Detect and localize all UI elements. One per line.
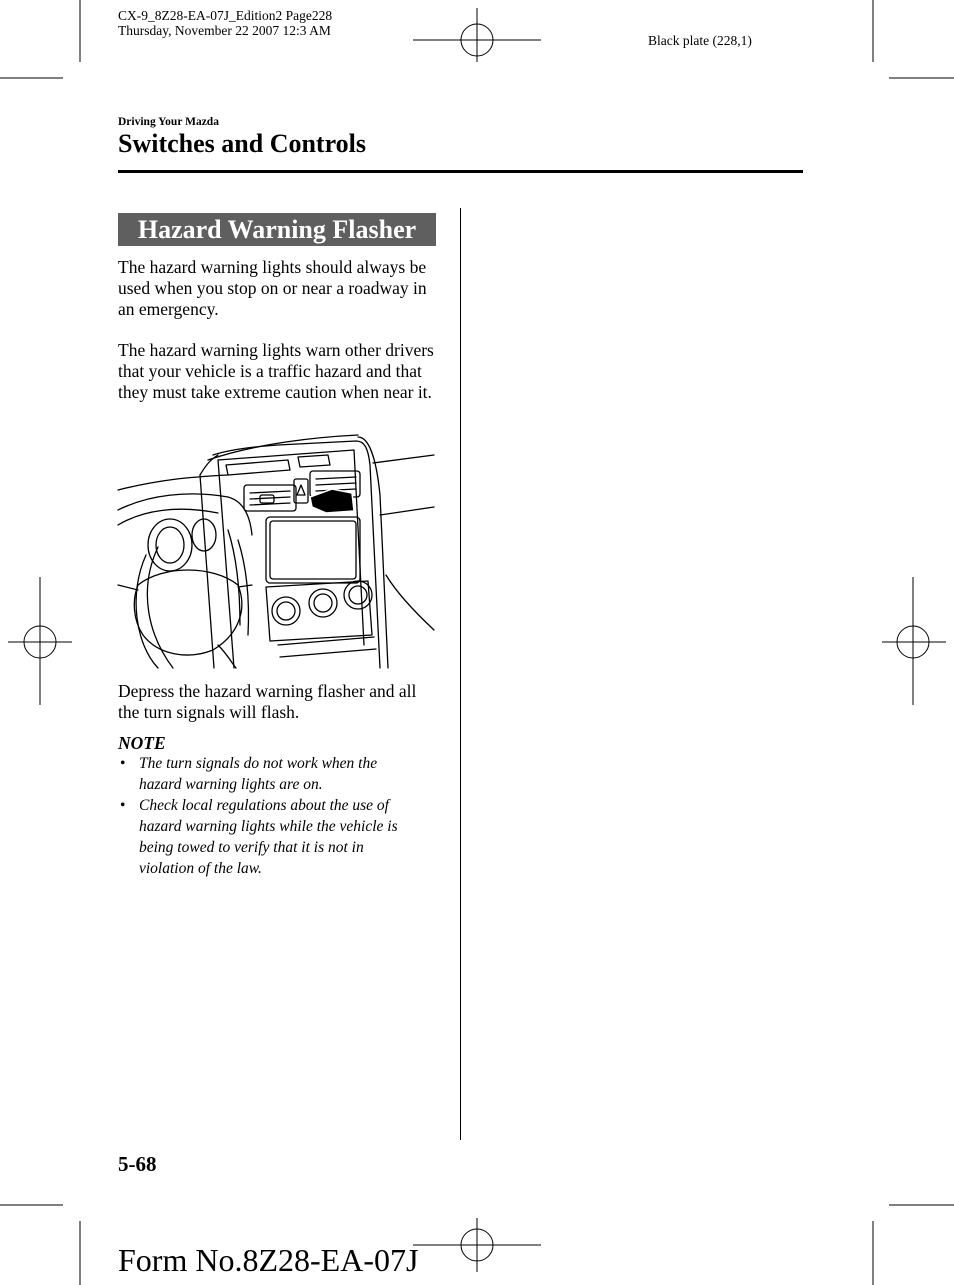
note-title: NOTE xyxy=(118,733,166,753)
note-list xyxy=(118,753,418,879)
hazard-switch-illustration xyxy=(118,435,434,669)
plate-label: Black plate (228,1) xyxy=(648,33,752,48)
instruction-text: Depress the hazard warning flasher and all the turn signals will flash. xyxy=(118,681,417,722)
paragraph-1: The hazard warning lights should always be used when you stop on or near a roadway in an emergency. xyxy=(118,257,427,319)
note-item-text: The turn signals do not work when the hazard warning lights are on. xyxy=(139,755,378,793)
bullet-icon: • xyxy=(120,755,126,772)
note-item xyxy=(118,753,418,795)
registration-target-right xyxy=(882,577,946,705)
column-divider xyxy=(460,208,461,1140)
bullet-icon: • xyxy=(120,797,126,814)
page-number: 5-68 xyxy=(118,1152,157,1176)
print-header-job xyxy=(118,8,332,38)
registration-target-bottom xyxy=(413,1218,541,1272)
form-number: Form No.8Z28-EA-07J xyxy=(118,1242,419,1278)
paragraph-2: The hazard warning lights warn other drivers that your vehicle is a traffic hazard and that they must take extreme caution when near it. xyxy=(118,340,434,402)
registration-target-left xyxy=(8,577,72,705)
print-header-line2: Thursday, November 22 2007 12:3 AM xyxy=(118,23,331,38)
note-item xyxy=(118,795,418,879)
section-label: Driving Your Mazda xyxy=(118,116,219,128)
note-item-text: Check local regulations about the use of hazard warning lights while the vehicle is being towed to verify that it is not in violation of the law. xyxy=(139,797,398,877)
pointer-arrow-icon xyxy=(310,489,354,513)
chapter-title: Switches and Controls xyxy=(118,129,367,158)
chapter-rule xyxy=(118,170,803,173)
topic-heading: Hazard Warning Flasher xyxy=(118,213,436,246)
registration-target-top xyxy=(413,8,541,62)
print-header-line1: CX-9_8Z28-EA-07J_Edition2 Page228 xyxy=(118,8,333,23)
